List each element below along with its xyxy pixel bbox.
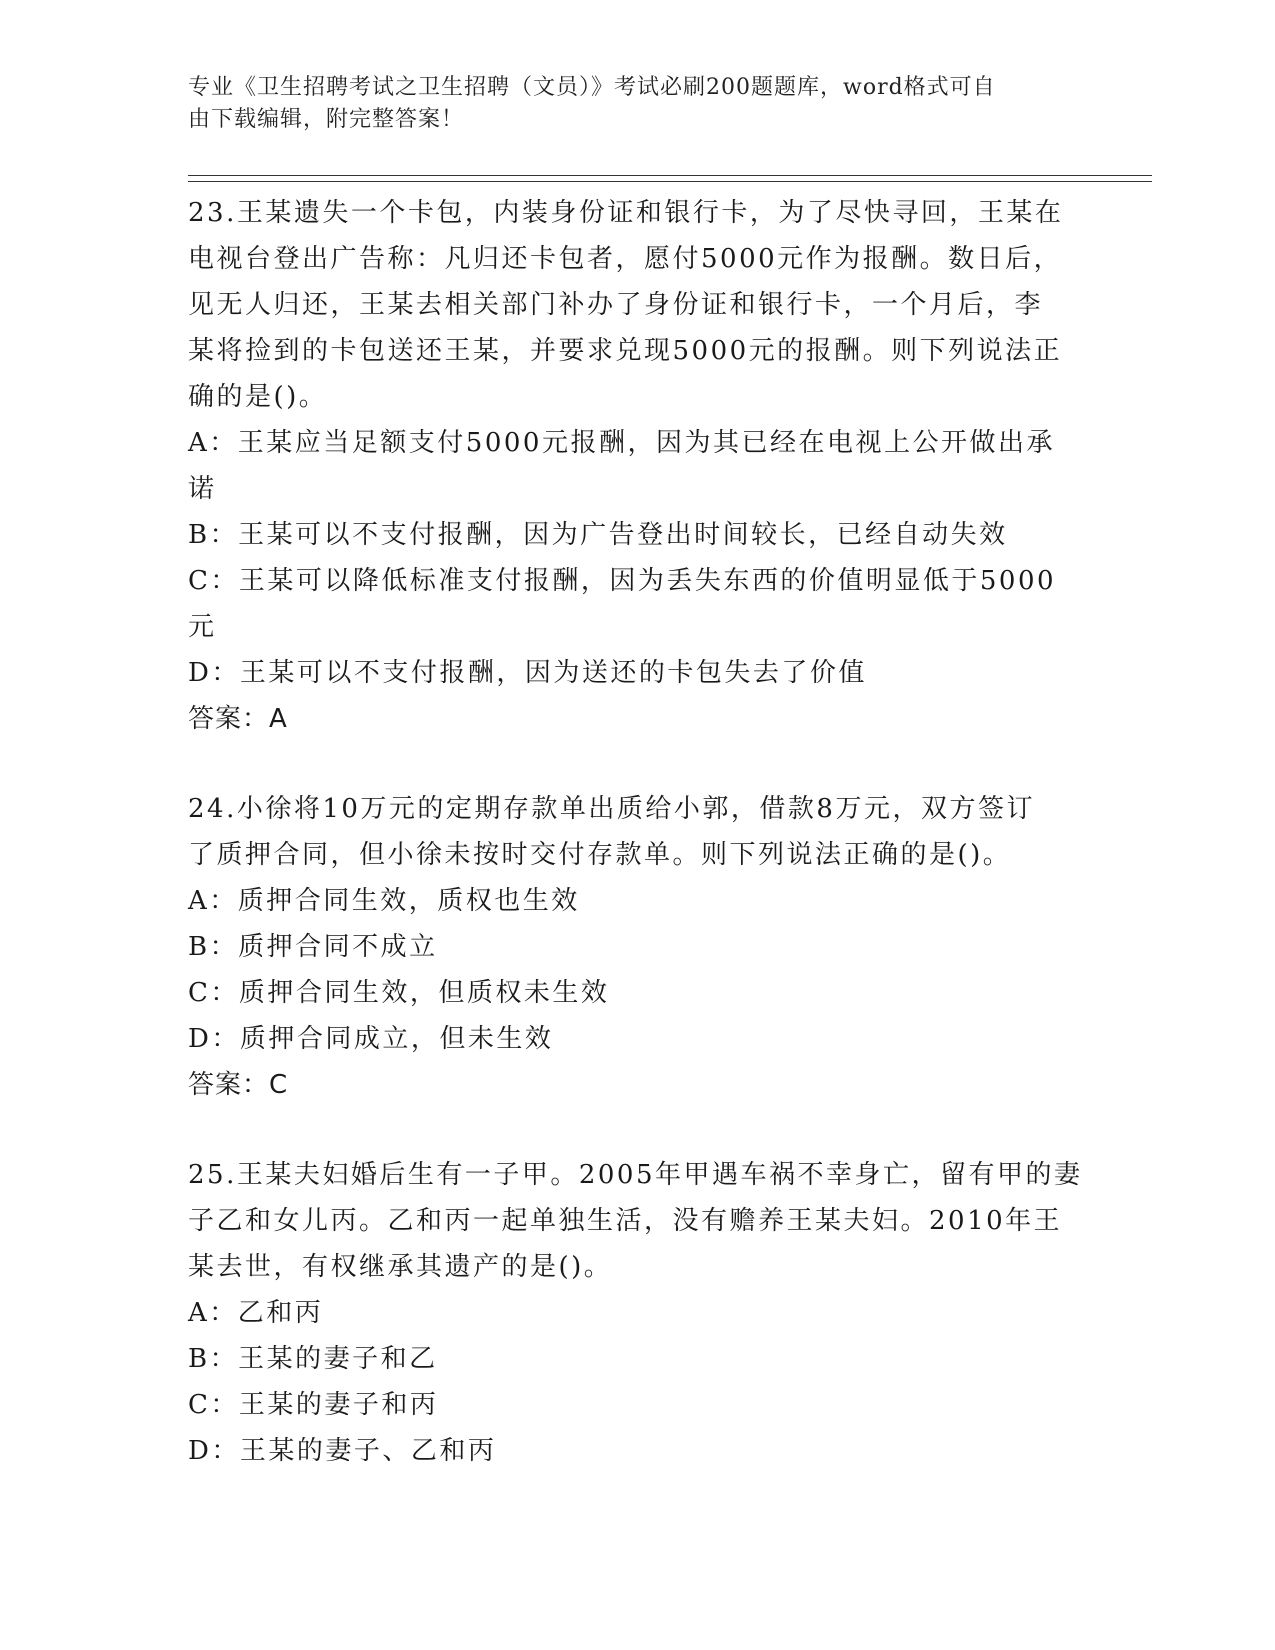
header-rule-bottom [188,181,1152,182]
answer-label: 答案：C [188,1070,289,1100]
header-line-1: 专业《卫生招聘考试之卫生招聘（文员）》考试必刷200题题库，word格式可自 [188,75,996,100]
question-text-line: 某去世，有权继承其遗产的是()。 [188,1252,613,1282]
header-rule-top [188,175,1152,176]
option-c: C：王某可以降低标准支付报酬，因为丢失东西的价值明显低于5000 [188,566,1057,596]
question-spacer [188,1108,1088,1152]
option-b: B：王某可以不支付报酬，因为广告登出时间较长，已经自动失效 [188,520,1008,550]
option-d: D：王某可以不支付报酬，因为送还的卡包失去了价值 [188,658,867,688]
question-text-line: 了质押合同，但小徐未按时交付存款单。则下列说法正确的是()。 [188,840,1012,870]
header-line-2: 由下载编辑，附完整答案！ [188,107,465,132]
option-b: B：质押合同不成立 [188,932,438,962]
question-text-line: 某将捡到的卡包送还王某，并要求兑现5000元的报酬。则下列说法正 [188,336,1063,366]
option-d: D：王某的妻子、乙和丙 [188,1436,497,1466]
question-23 [188,190,1088,742]
question-text-line: 25.王某夫妇婚后生有一子甲。2005年甲遇车祸不幸身亡，留有甲的妻 [188,1160,1083,1190]
option-d: D：质押合同成立，但未生效 [188,1024,554,1054]
question-text-line: 见无人归还，王某去相关部门补办了身份证和银行卡，一个月后，李 [188,290,1044,320]
option-c: C：王某的妻子和丙 [188,1390,439,1420]
option-c: C：质押合同生效，但质权未生效 [188,978,610,1008]
option-b: B：王某的妻子和乙 [188,1344,438,1374]
answer-label: 答案：A [188,704,288,734]
document-header [188,72,1068,136]
question-text-line: 24.小徐将10万元的定期存款单出质给小郭，借款8万元，双方签订 [188,794,1035,824]
option-a: A：乙和丙 [188,1298,324,1328]
question-text-line: 确的是()。 [188,382,328,412]
question-text-line: 23.王某遗失一个卡包，内装身份证和银行卡，为了尽快寻回，王某在 [188,198,1064,228]
question-text-line: 子乙和女儿丙。乙和丙一起单独生活，没有赡养王某夫妇。2010年王 [188,1206,1063,1236]
question-text-line: 电视台登出广告称：凡归还卡包者，愿付5000元作为报酬。数日后， [188,244,1063,274]
option-a: A：质押合同生效，质权也生效 [188,886,580,916]
question-24 [188,786,1088,1108]
question-list [188,190,1088,1474]
question-spacer [188,742,1088,786]
option-a: A：王某应当足额支付5000元报酬，因为其已经在电视上公开做出承 [188,428,1055,458]
option-c-continued: 元 [188,612,217,642]
question-25 [188,1152,1088,1474]
option-a-continued: 诺 [188,474,217,504]
